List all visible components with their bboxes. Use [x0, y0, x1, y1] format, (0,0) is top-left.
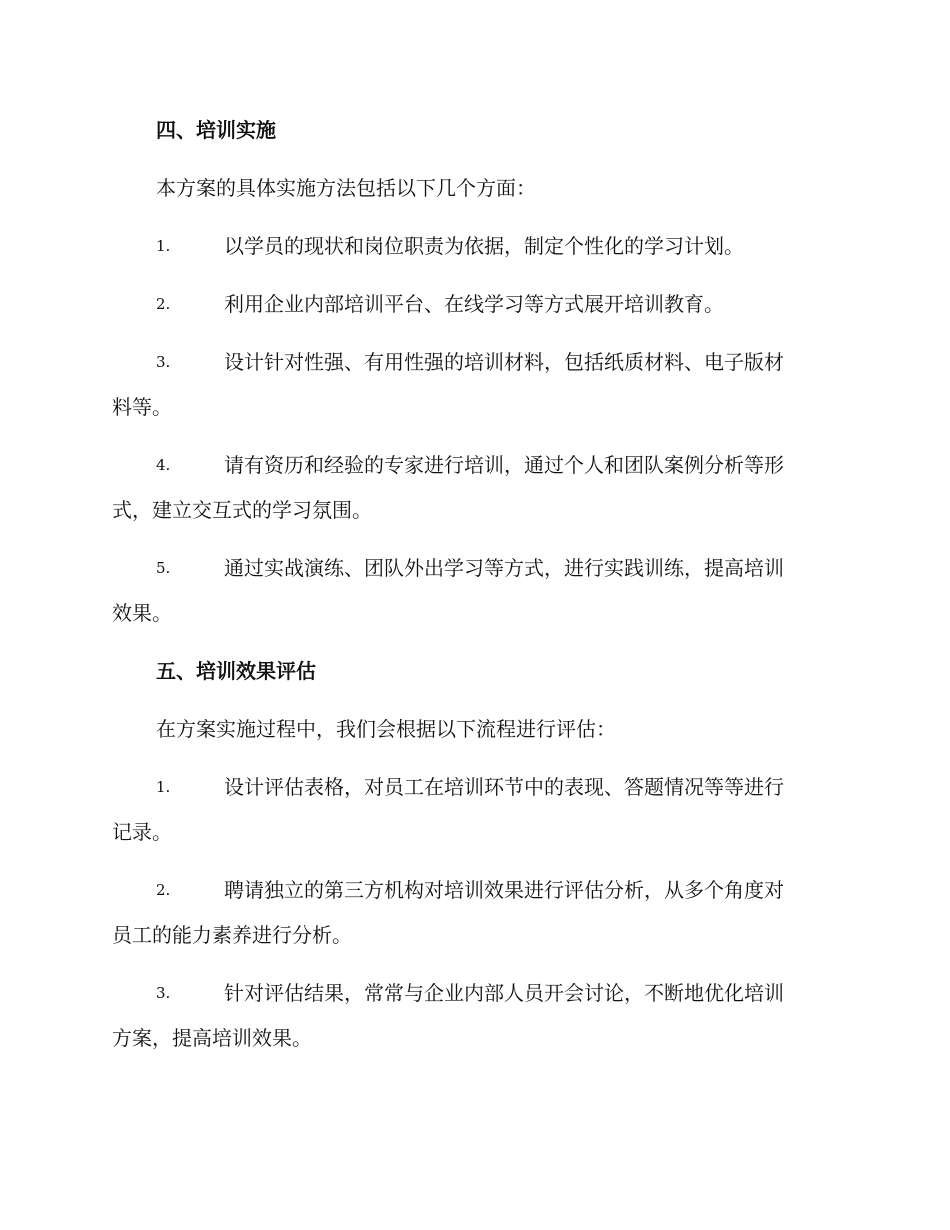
list-item-text-continued: 员工的能力素养进行分析。 — [112, 923, 352, 947]
section-intro-implementation: 本方案的具体实施方法包括以下几个方面： — [156, 176, 536, 200]
list-item-text: 通过实战演练、团队外出学习等方式，进行实践训练，提高培训 — [224, 556, 784, 580]
list-item — [112, 447, 832, 528]
list-number: 3. — [156, 984, 171, 1002]
list-item — [112, 344, 832, 425]
list-number: 5. — [156, 559, 171, 577]
list-item-text-continued: 方案，提高培训效果。 — [112, 1026, 312, 1050]
list-number: 3. — [156, 353, 171, 371]
list-item-text-continued: 料等。 — [112, 395, 172, 419]
list-item — [112, 975, 832, 1056]
list-item-text: 设计评估表格，对员工在培训环节中的表现、答题情况等等进行 — [224, 775, 784, 799]
list-number: 2. — [156, 295, 171, 313]
list-item-text: 以学员的现状和岗位职责为依据，制定个性化的学习计划。 — [224, 234, 744, 258]
list-item — [112, 872, 832, 953]
section-heading-evaluation: 五、培训效果评估 — [156, 659, 316, 683]
list-item-text: 针对评估结果，常常与企业内部人员开会讨论，不断地优化培训 — [224, 981, 784, 1005]
document-body — [112, 112, 832, 1078]
section-intro-evaluation: 在方案实施过程中，我们会根据以下流程进行评估： — [156, 717, 616, 741]
list-item-text: 设计针对性强、有用性强的培训材料，包括纸质材料、电子版材 — [224, 350, 784, 374]
list-item — [112, 228, 832, 264]
list-number: 1. — [156, 778, 171, 796]
list-item — [112, 550, 832, 631]
section-heading-implementation: 四、培训实施 — [156, 118, 276, 142]
list-item-text-continued: 式，建立交互式的学习氛围。 — [112, 498, 372, 522]
list-item-text: 请有资历和经验的专家进行培训，通过个人和团队案例分析等形 — [224, 453, 784, 477]
list-number: 2. — [156, 881, 171, 899]
list-number: 4. — [156, 456, 171, 474]
list-item-text: 聘请独立的第三方机构对培训效果进行评估分析，从多个角度对 — [224, 878, 784, 902]
list-item-text-continued: 效果。 — [112, 601, 172, 625]
list-item-text-continued: 记录。 — [112, 820, 172, 844]
list-item-text: 利用企业内部培训平台、在线学习等方式展开培训教育。 — [224, 292, 724, 316]
list-item — [112, 286, 832, 322]
list-item — [112, 769, 832, 850]
list-number: 1. — [156, 237, 171, 255]
